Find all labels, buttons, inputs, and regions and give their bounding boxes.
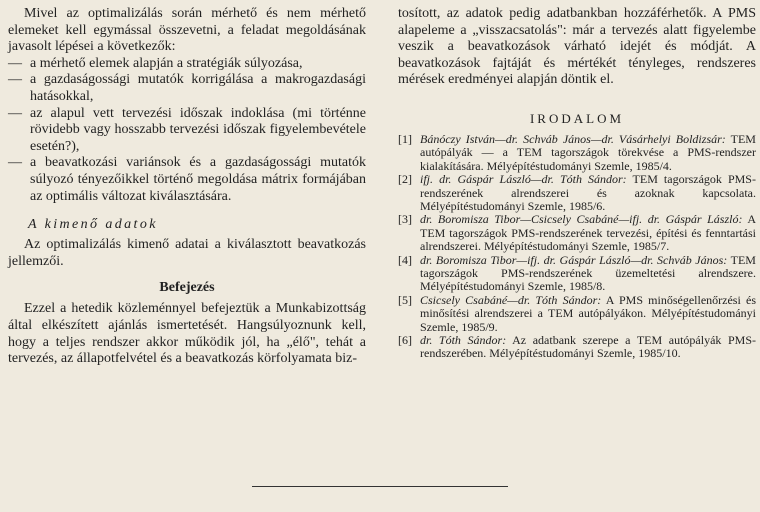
reference-authors: Bánóczy István—dr. Schváb János—dr. Vásárhelyi Boldizsár: xyxy=(420,131,726,146)
reference-text: A PMS minőségellenőrzési és minősítési alrendszerei a TEM autópályákon. Mélyépítéstudományi Szemle, 1985/9. xyxy=(420,292,756,334)
output-paragraph: Az optimalizálás kimenő adatai a kiválasztott beavatkozás jellemzői. xyxy=(8,237,366,269)
list-item xyxy=(8,155,366,205)
conclusion-paragraph: Ezzel a hetedik közleménnyel befejeztük a Munkabizottság által elkészített ajánlás ismertetését. Hangsúlyoznunk kell, hogy a teljes rendszer akkor működik jól, ha „élő", tehát a tervezés, az állapotfelvétel és a beavatkozás körfolyamata biz- xyxy=(8,301,366,367)
reference-number: [5] xyxy=(398,292,412,307)
reference-item xyxy=(398,133,756,173)
references-list xyxy=(398,133,756,361)
list-item-text: a gazdaságossági mutatók korrigálása a makrogazdasági hatásokkal, xyxy=(30,72,366,104)
dash-marker: — xyxy=(8,155,22,171)
reference-authors: dr. Tóth Sándor: xyxy=(420,333,507,348)
reference-number: [6] xyxy=(398,333,412,348)
reference-text: A TEM tagországok PMS-rendszerének tervezési, építési és fenntartási alrendszerei. Mélyépítéstudományi Szemle, 1985/7. xyxy=(420,212,756,254)
output-heading: A kimenő adatok xyxy=(28,217,158,233)
reference-text: TEM tagországok PMS-rendszerének alrendszerei és azoknak kapcsolata. Mélyépítéstudományi Szemle, 1985/6. xyxy=(420,172,756,213)
continuation-paragraph: tosított, az adatok pedig adatbankban hozzáférhetők. A PMS alapeleme a „visszacsatolás": már a tervezés alatt figyelembe veszik a beavatkozások várható idejét és módját. A beavatkozások fajtáját és mértékét tényleges, rendszeres mérések eredményei alapján döntik el. xyxy=(398,6,756,88)
reference-authors: ifj. dr. Gáspár László—dr. Tóth Sándor: xyxy=(420,172,627,187)
list-item-text: az alapul vett tervezési időszak indoklása (mi történne rövidebb vagy hosszabb tervezési időszak figyelembevétele esetén?), xyxy=(30,105,366,154)
list-item xyxy=(8,72,366,105)
reference-authors: Csicsely Csabáné—dr. Tóth Sándor: xyxy=(420,292,602,307)
footer-rule xyxy=(252,486,508,487)
right-column xyxy=(398,6,756,361)
reference-text: TEM autópályák — a TEM tagországok törekvése a PMS-rendszer kialakítására. Mélyépítéstudományi Szemle, 1985/4. xyxy=(420,131,756,173)
reference-text: TEM tagországok PMS-rendszerének üzemeltetési alrendszere. Mélyépítéstudományi Szemle, 1985/8. xyxy=(420,252,756,294)
dash-marker: — xyxy=(8,72,22,88)
left-column xyxy=(8,6,366,368)
dash-marker: — xyxy=(8,55,22,71)
list-item xyxy=(8,106,366,156)
references-heading: IRODALOM xyxy=(529,110,625,126)
reference-authors: dr. Boromisza Tibor—ifj. dr. Gáspár László—dr. Schváb János: xyxy=(420,252,728,267)
list-item xyxy=(8,56,366,73)
reference-item xyxy=(398,254,756,294)
reference-text: Az adatbank szerepe a TEM autópályák PMS-rendszerében. Mélyépítéstudományi Szemle, 1985/10. xyxy=(420,333,757,361)
reference-item xyxy=(398,173,756,213)
reference-item xyxy=(398,294,756,334)
intro-paragraph: Mivel az optimalizálás során mérhető és nem mérhető elemeket kell egymással összevetni, a feladat megoldásának javasolt lépései a következők: xyxy=(8,6,366,55)
steps-list xyxy=(8,56,366,205)
reference-item xyxy=(398,334,756,361)
reference-number: [4] xyxy=(398,252,412,267)
reference-number: [1] xyxy=(398,131,412,146)
dash-marker: — xyxy=(8,105,22,121)
list-item-text: a mérhető elemek alapján a stratégiák súlyozása, xyxy=(30,55,303,71)
list-item-text: a beavatkozási variánsok és a gazdaságossági mutatók súlyozó tényezőikkel történő megoldása mátrix formájában az optimális változat kiválasztására. xyxy=(30,155,366,204)
reference-authors: dr. Boromisza Tibor—Csicsely Csabáné—ifj. dr. Gáspár László: xyxy=(420,212,743,227)
reference-number: [2] xyxy=(398,172,412,187)
reference-number: [3] xyxy=(398,212,412,227)
conclusion-heading: Befejezés xyxy=(159,280,215,296)
reference-item xyxy=(398,213,756,253)
